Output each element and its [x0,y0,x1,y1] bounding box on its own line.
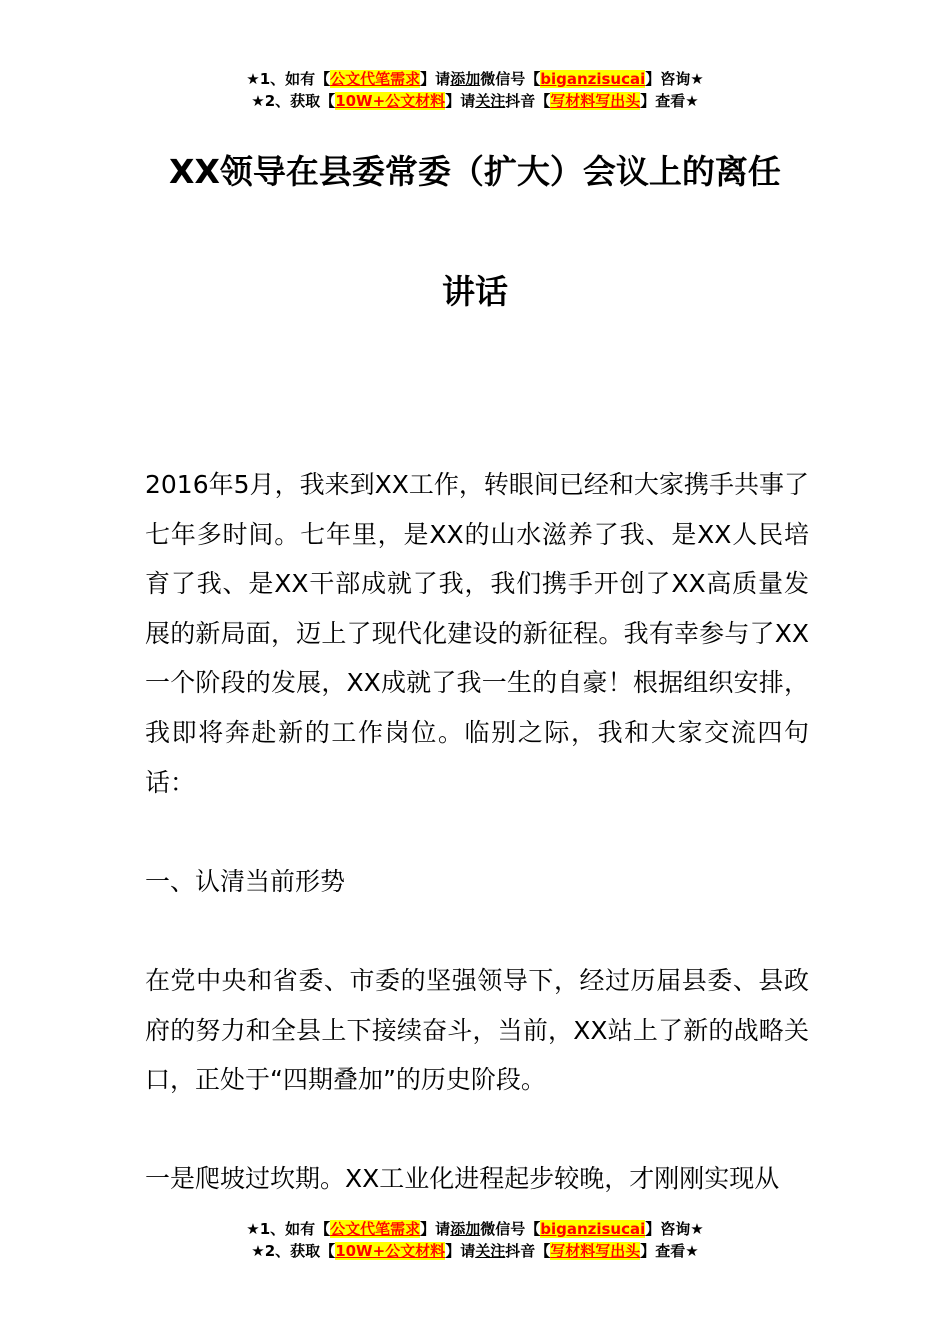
promo-line-1: ★1、如有【公文代笔需求】请添加微信号【biganzisucai】咨询★ [246,1220,704,1238]
promo-line-1: ★1、如有【公文代笔需求】请添加微信号【biganzisucai】咨询★ [246,70,704,88]
document-title-continued: 讲话 [442,272,508,311]
promo-douyin-account: 写材料写出头 [550,1242,641,1260]
body-paragraph: 2016年5月，我来到XX工作，转眼间已经和大家携手共事了七年多时间。七年里，是XX的山水滋养了我、是XX人民培育了我、是XX干部成就了我，我们携手开创了XX高质量发展的新局面，迈上了现代化建设的新征程。我有幸参与了XX一个阶段的发展，XX成就了我一生的自豪！根据组织安排，我即将奔赴新的工作岗位。临别之际，我和大家交流四句话： [145,470,809,797]
body-paragraph: 一是爬坡过坎期。XX工业化进程起步较晚，才刚刚实现从 [145,1164,780,1194]
promo-underlined-word: 添加 [450,1220,481,1238]
promo-underlined-word: 关注 [475,92,506,110]
promo-line-2: ★2、获取【10W+公文材料】请关注抖音【写材料写出头】查看★ [251,92,699,110]
footer-promo-banner [0,1218,950,1262]
document-body [145,460,809,1204]
promo-douyin-account: 写材料写出头 [550,92,641,110]
section-heading: 一、认清当前形势 [145,866,346,896]
promo-line-2: ★2、获取【10W+公文材料】请关注抖音【写材料写出头】查看★ [251,1242,699,1260]
promo-wechat-id: biganzisucai [540,1220,646,1238]
promo-underlined-word: 关注 [475,1242,506,1260]
header-promo-banner [0,68,950,112]
promo-highlight: 公文代笔需求 [330,70,421,88]
body-paragraph: 在党中央和省委、市委的坚强领导下，经过历届县委、县政府的努力和全县上下接续奋斗，当前，XX站上了新的战略关口，正处于“四期叠加”的历史阶段。 [145,965,809,1095]
promo-highlight: 公文代笔需求 [330,1220,421,1238]
promo-highlight: 10W+公文材料 [335,92,446,110]
promo-wechat-id: biganzisucai [540,70,646,88]
promo-underlined-word: 添加 [450,70,481,88]
document-title: XX领导在县委常委（扩大）会议上的离任 [169,152,781,191]
promo-highlight: 10W+公文材料 [335,1242,446,1260]
